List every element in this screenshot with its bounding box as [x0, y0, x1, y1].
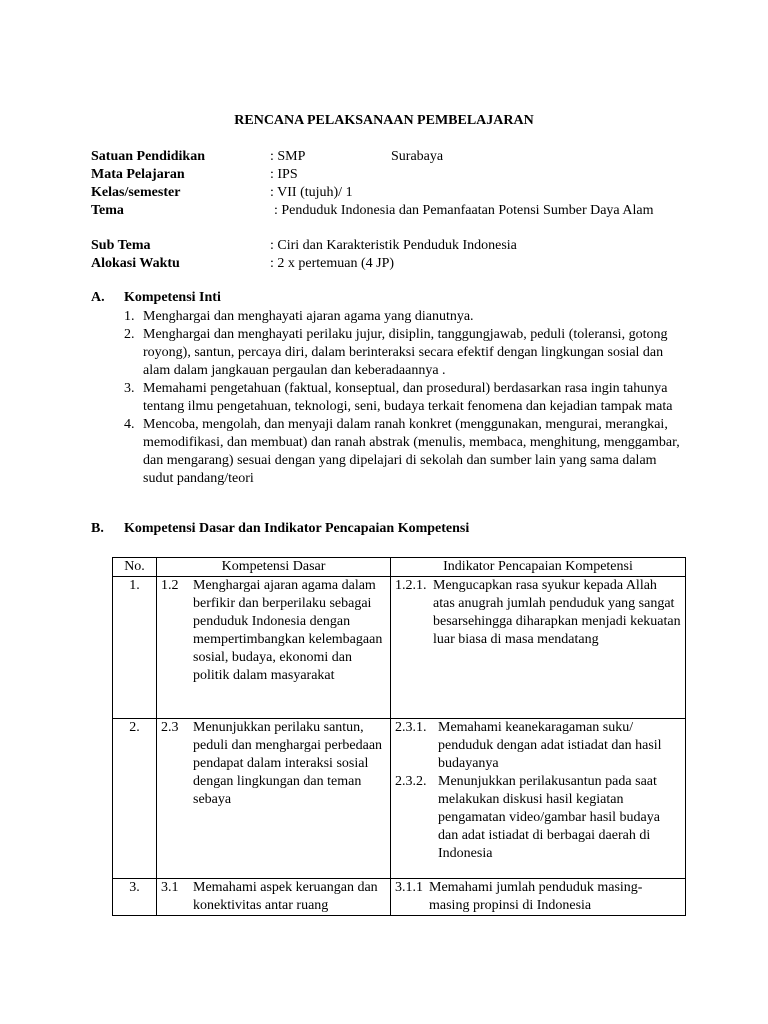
item-number: 4. — [124, 417, 135, 432]
indicator-text: Memahami keanekaragaman suku/ penduduk dengan adat istiadat dan hasil budayanya — [438, 720, 662, 771]
item-text: Memahami pengetahuan (faktual, konseptual, dan prosedural) berdasarkan rasa ingin tahunya tentang ilmu pengetahuan, teknologi, seni, budaya terkait fenomena dan kejadian tampak mata — [143, 381, 673, 414]
info-row-mapel — [91, 166, 691, 184]
kd-text: Menghargai ajaran agama dalam berfikir dan berperilaku sebagai penduduk Indonesia dengan mempertimbangkan kelembagaan sosial, budaya, ekonomi dan politik dalam masyarakat — [193, 578, 383, 683]
indicator-code: 2.3.2. — [395, 774, 427, 789]
kd-code: 3.1 — [161, 880, 179, 895]
info-label: Sub Tema — [91, 238, 151, 253]
info-row-kelas — [91, 184, 691, 202]
kd-text: Menunjukkan perilaku santun, peduli dan menghargai perbedaan pendapat dalam interaksi sosial dengan lingkungan dan teman sebaya — [193, 720, 383, 807]
row-number: 2. — [113, 719, 157, 879]
indicator-cell — [391, 577, 686, 719]
indicator-text: Menunjukkan perilakusantun pada saat melakukan diskusi hasil kegiatan pengamatan video/gambar hasil budaya dan adat istiadat di berbagai daerah di Indonesia — [438, 774, 660, 861]
list-item — [124, 326, 684, 380]
row-number: 3. — [113, 879, 157, 916]
table-header-row — [113, 558, 686, 577]
section-a-heading — [91, 289, 221, 307]
document-title: RENCANA PELAKSANAAN PEMBELAJARAN — [234, 113, 534, 128]
section-letter: B. — [91, 521, 104, 536]
table-row — [113, 577, 686, 719]
info-value: : IPS — [270, 167, 298, 182]
table-row — [113, 879, 686, 916]
indicator-item — [395, 719, 681, 773]
item-number: 1. — [124, 309, 135, 324]
item-number: 2. — [124, 327, 135, 342]
section-title: Kompetensi Dasar dan Indikator Pencapaian Kompetensi — [124, 521, 470, 536]
item-text: Menghargai dan menghayati perilaku jujur, disiplin, tanggungjawab, peduli (toleransi, gotong royong), santun, percaya diri, dalam berinteraksi secara efektif dengan lingkungan sosial dan alam dalam jangkauan pergaulan dan keberadaannya . — [143, 327, 668, 378]
info-value: : Penduduk Indonesia dan Pemanfaatan Potensi Sumber Daya Alam — [274, 203, 654, 218]
header-kompetensi-dasar: Kompetensi Dasar — [157, 558, 391, 577]
info-value: : VII (tujuh)/ 1 — [270, 185, 353, 200]
kd-code: 1.2 — [161, 578, 179, 593]
indicator-text: Memahami jumlah penduduk masing-masing propinsi di Indonesia — [429, 880, 643, 913]
info-row-alokasi — [91, 255, 691, 273]
list-item — [124, 380, 684, 416]
info-label: Mata Pelajaran — [91, 167, 185, 182]
kd-text: Memahami aspek keruangan dan konektivitas antar ruang — [193, 880, 378, 913]
kd-entry — [161, 719, 386, 809]
info-value-city: Surabaya — [391, 149, 444, 164]
list-item — [124, 416, 684, 488]
kompetensi-inti-list — [124, 308, 684, 488]
info-value: : SMP — [270, 149, 306, 164]
kd-code: 2.3 — [161, 720, 179, 735]
indicator-item — [395, 879, 681, 915]
info-label: Tema — [91, 203, 124, 218]
table-row — [113, 719, 686, 879]
kd-entry — [161, 879, 386, 915]
identity-block — [91, 148, 691, 273]
item-number: 3. — [124, 381, 135, 396]
header-no: No. — [113, 558, 157, 577]
indicator-cell — [391, 719, 686, 879]
indicator-code: 3.1.1 — [395, 880, 423, 895]
indicator-code: 2.3.1. — [395, 720, 427, 735]
info-value: : Ciri dan Karakteristik Penduduk Indonesia — [270, 238, 517, 253]
info-row-satuan — [91, 148, 691, 166]
kd-cell — [157, 879, 391, 916]
info-label: Satuan Pendidikan — [91, 149, 205, 164]
list-item — [124, 308, 684, 326]
indicator-code: 1.2.1. — [395, 578, 427, 593]
section-b-heading — [91, 520, 469, 538]
indicator-item — [395, 577, 681, 649]
info-row-subtema — [91, 237, 691, 255]
kompetensi-dasar-table — [112, 557, 686, 916]
info-label: Kelas/semester — [91, 185, 181, 200]
kd-entry — [161, 577, 386, 685]
kd-cell — [157, 719, 391, 879]
item-text: Mencoba, mengolah, dan menyaji dalam ranah konkret (menggunakan, mengurai, merangkai, memodifikasi, dan membuat) dan ranah abstrak (menulis, membaca, menghitung, menggambar, dan mengarang) sesuai dengan yang dipelajari di sekolah dan sumber lain yang sama dalam sudut pandang/teori — [143, 417, 680, 486]
info-row-tema — [91, 202, 691, 237]
info-value: : 2 x pertemuan (4 JP) — [270, 256, 395, 271]
section-letter: A. — [91, 290, 105, 305]
indicator-item — [395, 773, 681, 863]
header-indikator: Indikator Pencapaian Kompetensi — [391, 558, 686, 577]
item-text: Menghargai dan menghayati ajaran agama yang dianutnya. — [143, 309, 474, 324]
indicator-text: Mengucapkan rasa syukur kepada Allah atas anugrah jumlah penduduk yang sangat besarsehingga diharapkan menjadi kekuatan luar biasa di masa mendatang — [433, 578, 681, 647]
section-title: Kompetensi Inti — [124, 290, 221, 305]
info-label: Alokasi Waktu — [91, 256, 180, 271]
indicator-cell — [391, 879, 686, 916]
kd-cell — [157, 577, 391, 719]
row-number: 1. — [113, 577, 157, 719]
